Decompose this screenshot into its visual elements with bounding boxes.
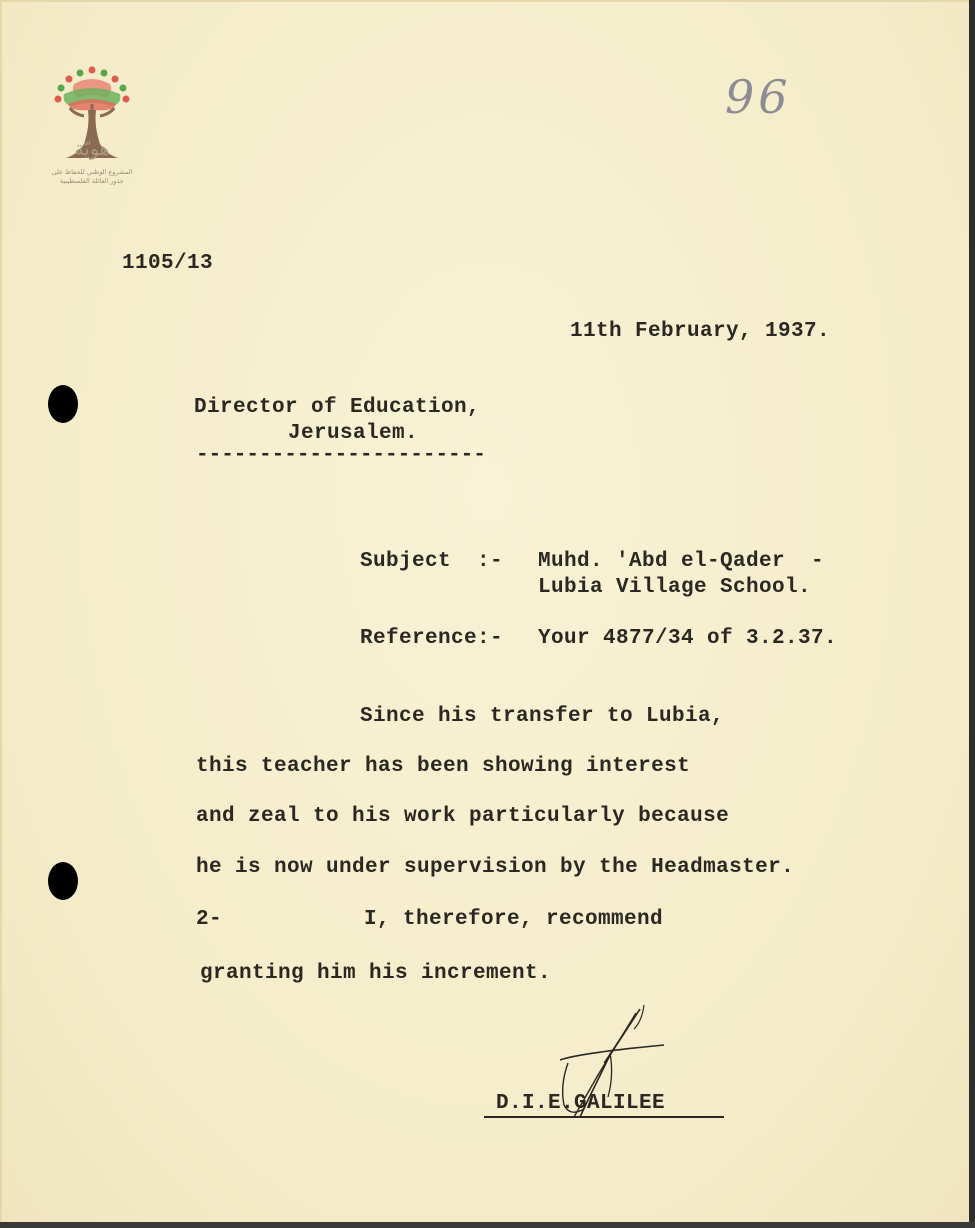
addressee-line-1: Director of Education, [194, 396, 481, 419]
body-line-1: Since his transfer to Lubia, [360, 705, 725, 728]
logo-subtitle-line1: المشروع الوطني للحفاظ على [51, 168, 133, 176]
logo-arabic-name: هويّة [74, 138, 110, 160]
signature-underline [484, 1116, 724, 1118]
body-line-6: granting him his increment. [200, 962, 552, 985]
scan-edge-bottom [0, 1222, 975, 1228]
subject-line-2: Lubia Village School. [538, 576, 812, 599]
reference-text: Your 4877/34 of 3.2.37. [538, 627, 838, 650]
signature-block: D.I.E.GALILEE [496, 1092, 666, 1115]
reference-label: Reference:- [360, 627, 504, 650]
file-reference-number: 1105/13 [122, 252, 214, 275]
subject-label: Subject :- [360, 550, 504, 573]
handwritten-page-number: 96 [725, 70, 792, 124]
addressee-underline: ----------------------- [196, 444, 486, 467]
punch-hole-bottom [48, 862, 78, 900]
body-line-3: and zeal to his work particularly because [196, 805, 730, 828]
letter-date: 11th February, 1937. [570, 320, 831, 343]
body-line-2: this teacher has been showing interest [196, 755, 691, 778]
body-line-4: he is now under supervision by the Headmaster. [196, 856, 795, 879]
people-figures [55, 67, 130, 111]
body-line-5: I, therefore, recommend [364, 908, 664, 931]
punch-hole-top [48, 385, 78, 423]
paragraph-2-number: 2- [196, 908, 223, 931]
logo-subtitle [36, 168, 148, 186]
addressee-line-2: Jerusalem. [288, 422, 419, 445]
scan-edge-right [969, 0, 975, 1228]
subject-line-1: Muhd. 'Abd el-Qader - [538, 550, 825, 573]
logo-subtitle-line2: جذور العائلة الفلسطينية [60, 177, 124, 185]
